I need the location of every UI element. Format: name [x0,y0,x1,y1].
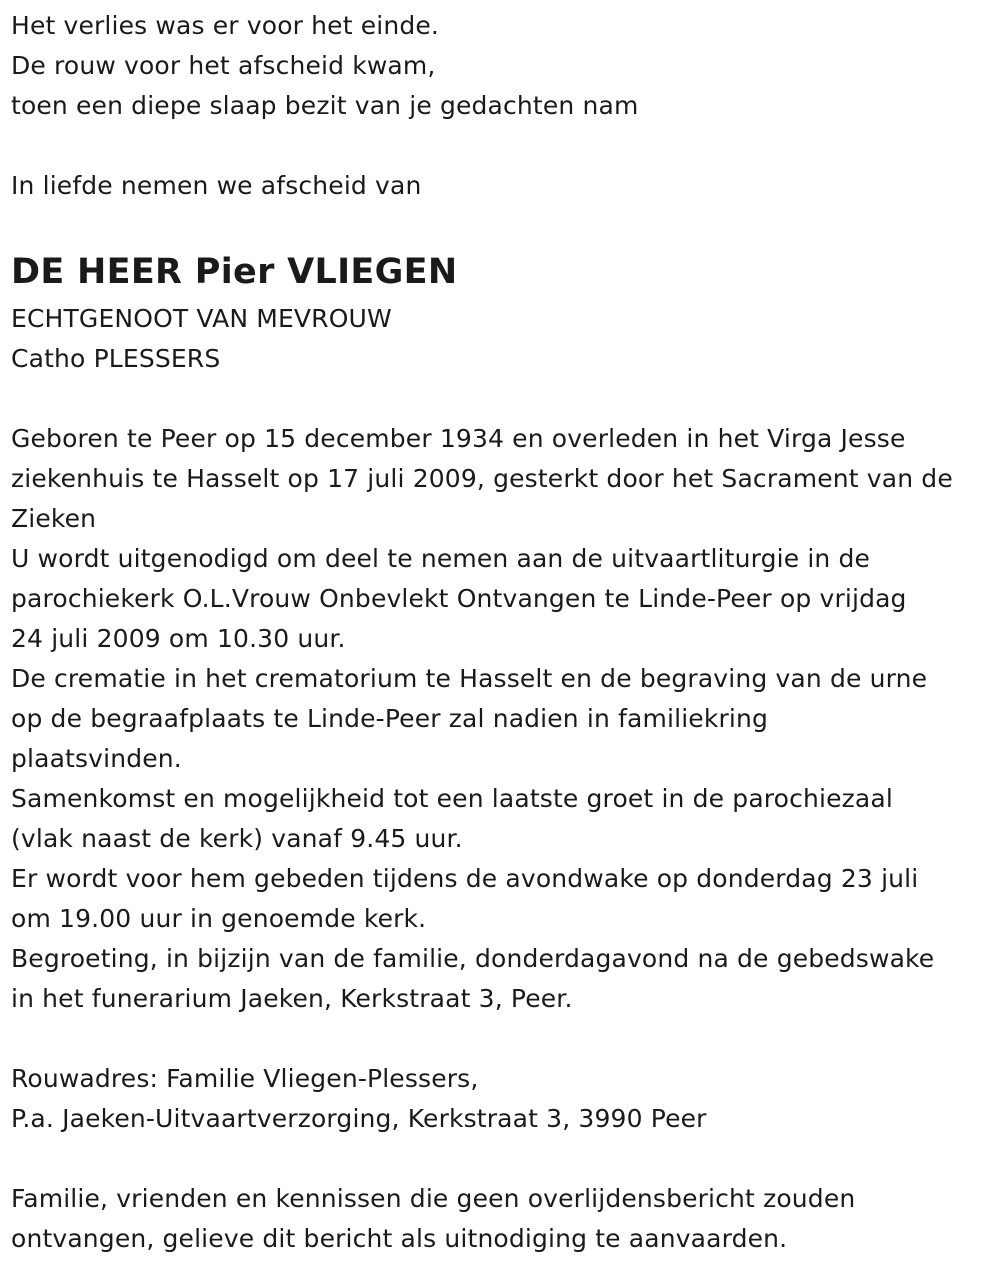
spouse-label: ECHTGENOOT VAN MEVROUW [11,304,392,333]
details-line: 24 juli 2009 om 10.30 uur. [11,624,346,653]
spacer [11,1139,990,1179]
details-line: ziekenhuis te Hasselt op 17 juli 2009, gesterkt door het Sacrament van de [11,464,953,493]
details-line: Geboren te Peer op 15 december 1934 en overleden in het Virga Jesse [11,424,906,453]
spacer [11,1019,990,1059]
details-line: Samenkomst en mogelijkheid tot een laatste groet in de parochiezaal [11,784,893,813]
details-line: Begroeting, in bijzijn van de familie, donderdagavond na de gebedswake [11,944,935,973]
details-line: op de begraafplaats te Linde-Peer zal nadien in familiekring [11,704,768,733]
details-line: (vlak naast de kerk) vanaf 9.45 uur. [11,824,463,853]
poem [11,6,990,126]
details-line: in het funerarium Jaeken, Kerkstraat 3, Peer. [11,984,573,1013]
address-line: Rouwadres: Familie Vliegen-Plessers, [11,1064,479,1093]
spouse-block [11,299,990,379]
details-line: parochiekerk O.L.Vrouw Onbevlekt Ontvangen te Linde-Peer op vrijdag [11,584,907,613]
address-block [11,1059,990,1139]
poem-line: toen een diepe slaap bezit van je gedachten nam [11,91,639,120]
details-block [11,419,990,1019]
details-line: Er wordt voor hem gebeden tijdens de avondwake op donderdag 23 juli [11,864,919,893]
details-line: Zieken [11,504,97,533]
details-line: De crematie in het crematorium te Hasselt en de begraving van de urne [11,664,928,693]
address-line: P.a. Jaeken-Uitvaartverzorging, Kerkstraat 3, 3990 Peer [11,1104,707,1133]
details-line: plaatsvinden. [11,744,182,773]
spacer [11,126,990,166]
closing-line: Familie, vrienden en kennissen die geen overlijdensbericht zouden [11,1184,856,1213]
poem-line: De rouw voor het afscheid kwam, [11,51,436,80]
deceased-name: DE HEER Pier VLIEGEN [11,252,458,292]
poem-line: Het verlies was er voor het einde. [11,11,440,40]
details-line: U wordt uitgenodigd om deel te nemen aan de uitvaartliturgie in de [11,544,871,573]
closing-block [11,1179,990,1259]
closing-line: ontvangen, gelieve dit bericht als uitnodiging te aanvaarden. [11,1224,788,1253]
spouse-name: Catho PLESSERS [11,344,221,373]
details-line: om 19.00 uur in genoemde kerk. [11,904,427,933]
intro-text: In liefde nemen we afscheid van [11,171,422,200]
spacer [11,206,990,245]
spacer [11,379,990,419]
